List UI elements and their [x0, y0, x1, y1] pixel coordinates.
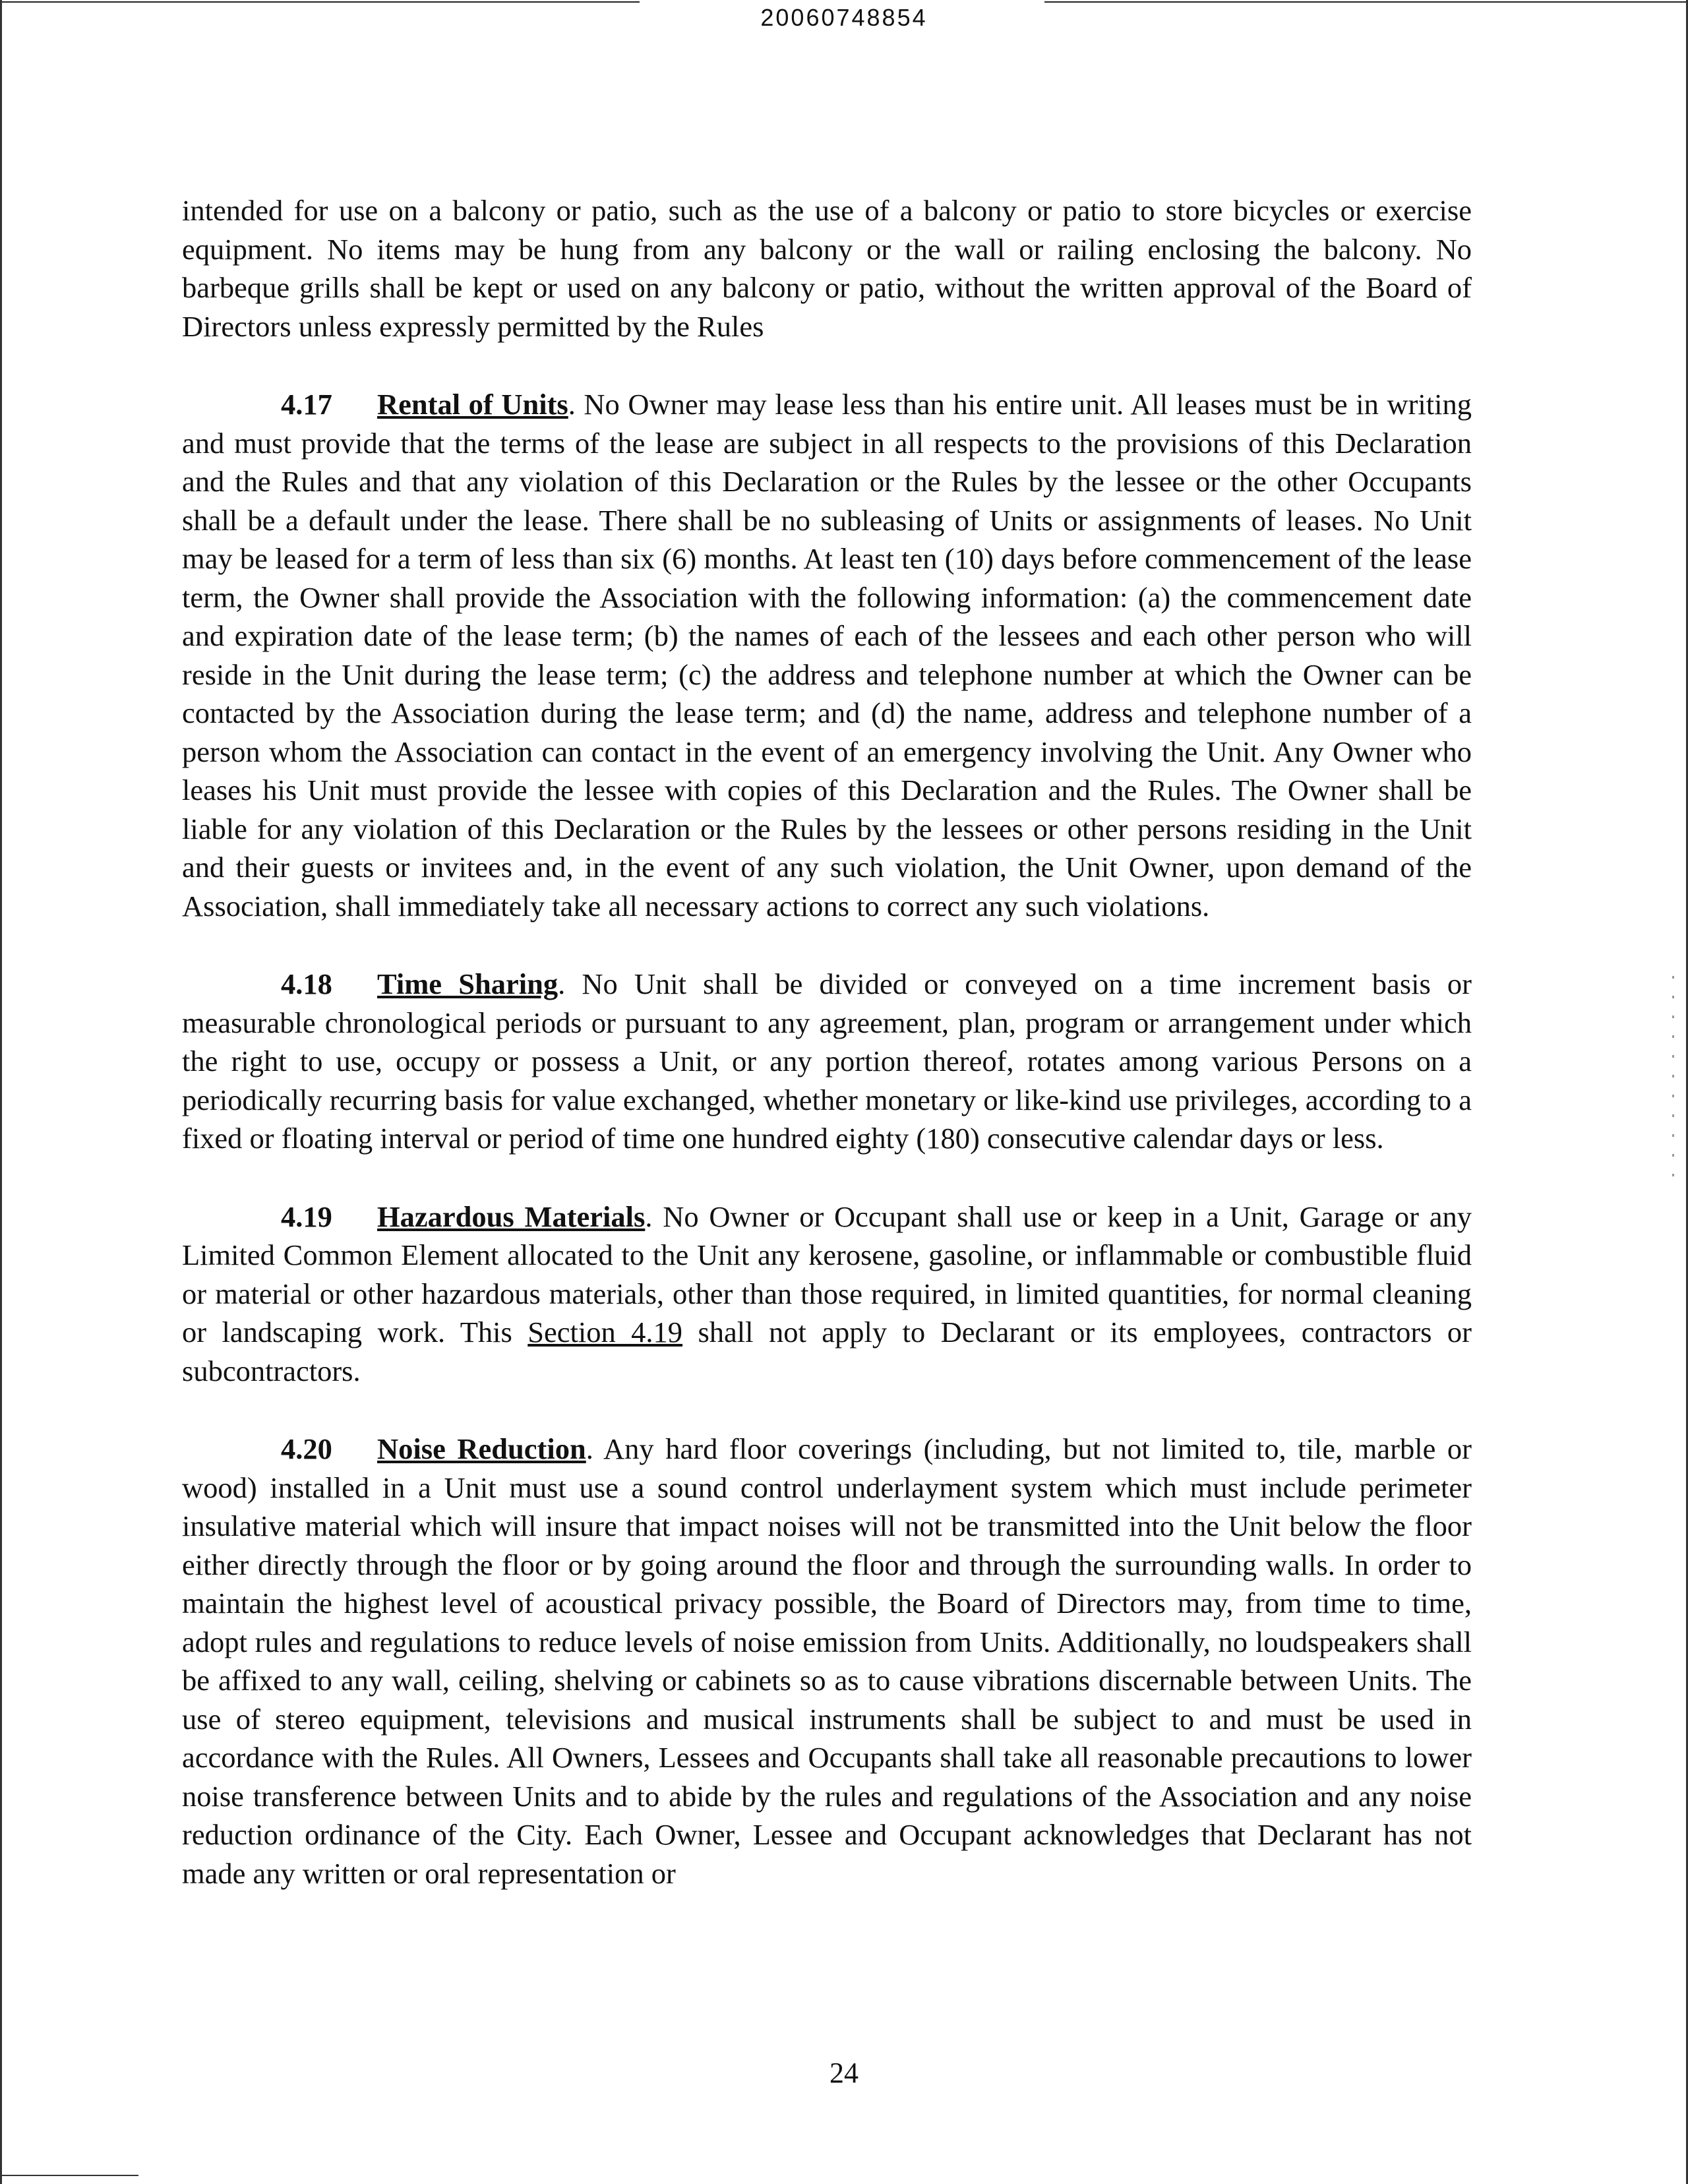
- section-heading: Noise Reduction: [377, 1432, 586, 1465]
- section-text-after: shall not apply to Declarant or its employees, contractors or subcontractors.: [182, 1316, 1472, 1387]
- section-text: . No Owner or Occupant shall use or keep in a Unit, Garage or any Limited Common Element allocated to the Unit any kerosene, gasoline, or inflammable or combustible fluid or material or other hazardous materials, other than those required, in limited quantities, for normal cleaning or landscaping work. This: [182, 1199, 1472, 1349]
- section-cross-reference: Section 4.19: [528, 1316, 683, 1349]
- section-4-19: [182, 1198, 1472, 1391]
- section-4-18: [182, 965, 1472, 1158]
- section-heading: Hazardous Materials: [377, 1199, 646, 1233]
- section-text: . No Owner may lease less than his entire unit. All leases must be in writing and must provide that the terms of the lease are subject in all respects to the provisions of this Declaration and the Rules and that any violation of this Declaration or the Rules by the lessee or the other Occupants shall be a default under the lease. There shall be no subleasing of Units or assignments of leases. No Unit may be leased for a term of less than six (6) months. At least ten (10) days before commencement of the lease term, the Owner shall provide the Association with the following information: (a) the commencement date and expiration date of the lease term; (b) the names of each of the lessees and each other person who will reside in the Unit during the lease term; (c) the address and telephone number at which the Owner can be contacted by the Association during the lease term; and (d) the name, address and telephone number of a person whom the Association can contact in the event of an emergency involving the Unit. Any Owner who leases his Unit must provide the lessee with copies of this Declaration and the Rules. The Owner shall be liable for any violation of this Declaration or the Rules by the lessees or other persons residing in the Unit and their guests or invitees and, in the event of any such violation, the Unit Owner, upon demand of the Association, shall immediately take all necessary actions to correct any such violations.: [182, 388, 1472, 923]
- section-4-20: [182, 1430, 1472, 1893]
- section-text: . No Unit shall be divided or conveyed on a time increment basis or measurable chronological periods or pursuant to any agreement, plan, program or arrangement under which the right to use, occupy or possess a Unit, or any portion thereof, rotates among various Persons on a periodically recurring basis for value exchanged, whether monetary or like-kind use privileges, according to a fixed or floating interval or period of time one hundred eighty (180) consecutive calendar days or less.: [182, 967, 1472, 1155]
- section-4-17: [182, 385, 1472, 925]
- paragraph-text: intended for use on a balcony or patio, such as the use of a balcony or patio to store bicycles or exercise equipment. No items may be hung from any balcony or the wall or railing enclosing the balcony. No barbeque grills shall be kept or used on any balcony or patio, without the written approval of the Board of Directors unless expressly permitted by the Rules: [182, 194, 1472, 343]
- section-text: . Any hard floor coverings (including, but not limited to, tile, marble or wood) installed in a Unit must use a sound control underlayment system which must include perimeter insulative material which will insure that impact noises will not be transmitted into the Unit below the floor either directly through the floor or by going around the floor and through the surrounding walls. In order to maintain the highest level of acoustical privacy possible, the Board of Directors may, from time to time, adopt rules and regulations to reduce levels of noise emission from Units. Additionally, no loudspeakers shall be affixed to any wall, ceiling, shelving or cabinets so as to cause vibrations discernable between Units. The use of stereo equipment, televisions and musical instruments shall be subject to and must be used in accordance with the Rules. All Owners, Lessees and Occupants shall take all reasonable precautions to lower noise transference between Units and to abide by the rules and regulations of the Association and any noise reduction ordinance of the City. Each Owner, Lessee and Occupant acknowledges that Declarant has not made any written or oral representation or: [182, 1432, 1472, 1890]
- scan-specks: [1672, 976, 1674, 1187]
- section-heading: Time Sharing: [377, 967, 558, 1000]
- top-rule-left: [0, 1, 640, 3]
- left-scan-border: [0, 0, 2, 2184]
- section-number: 4.20: [281, 1432, 332, 1465]
- section-number: 4.19: [281, 1199, 332, 1233]
- section-heading: Rental of Units: [377, 388, 568, 421]
- section-number: 4.18: [281, 967, 332, 1000]
- section-number: 4.17: [281, 388, 332, 421]
- document-number: 20060748854: [760, 4, 928, 31]
- bottom-rule: [0, 2175, 138, 2176]
- page-number: 24: [829, 2057, 859, 2089]
- document-body: [182, 191, 1472, 1932]
- paragraph-continued: [182, 191, 1472, 346]
- top-rule-right: [1044, 1, 1688, 3]
